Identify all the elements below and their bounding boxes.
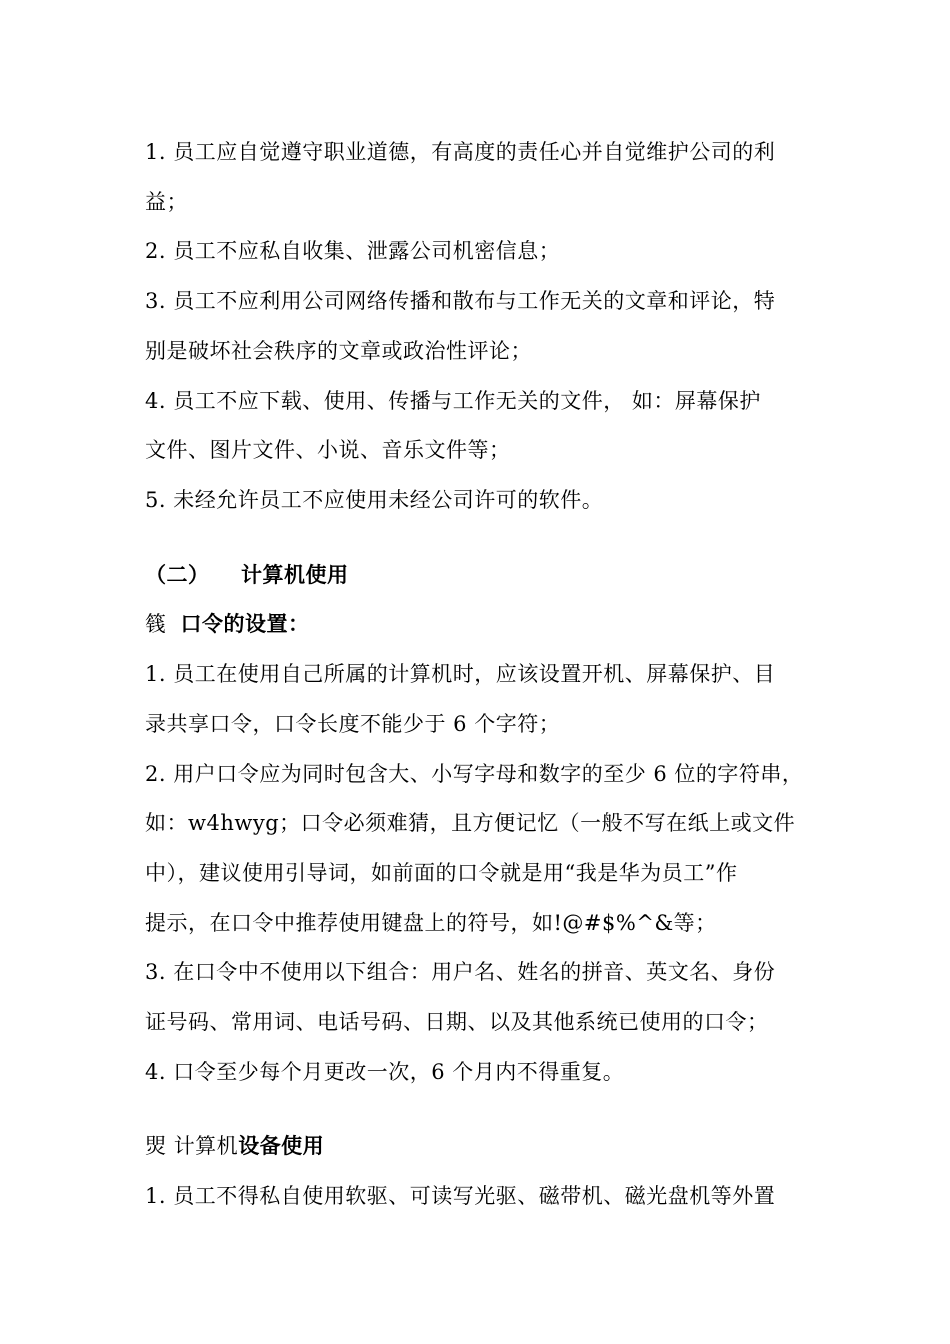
rule-1-line-1: 1. 员工应自觉遵守职业道德，有高度的责任心并自觉维护公司的利	[145, 140, 776, 164]
password-rule-2-line-4: 提示，在口令中推荐使用键盘上的符号，如!@#$%^&等；	[145, 911, 717, 935]
password-rule-2-line-2: 如：w4hwyg；口令必须难猜，且方便记忆（一般不写在纸上或文件	[145, 811, 796, 835]
subsection-heading-device	[145, 1131, 815, 1161]
password-rule-1-line-2: 录共享口令，口令长度不能少于 6 个字符；	[145, 712, 561, 736]
rule-1-line-2: 益；	[145, 190, 188, 214]
section-number: （二）	[145, 563, 210, 587]
password-rule-2-line-1: 2. 用户口令应为同时包含大、小写字母和数字的至少 6 位的字符串，	[145, 762, 804, 786]
subsection-marker: 篯	[145, 612, 167, 636]
password-rule-1-line-1: 1. 员工在使用自己所属的计算机时，应该设置开机、屏幕保护、目	[145, 662, 776, 686]
section-heading	[145, 560, 815, 590]
subsection-title-plain: 计算机	[173, 1134, 239, 1158]
subsection-title-bold: 设备使用	[238, 1134, 325, 1158]
password-rule-3-line-1: 3. 在口令中不使用以下组合：用户名、姓名的拼音、英文名、身份	[145, 960, 776, 984]
device-rule-1-line-1: 1. 员工不得私自使用软驱、可读写光驱、磁带机、磁光盘机等外置	[145, 1184, 776, 1208]
section-title: 计算机使用	[241, 563, 349, 587]
rule-3-line-2: 别是破坏社会秩序的文章或政治性评论；	[145, 339, 532, 363]
rule-4-line-2: 文件、图片文件、小说、音乐文件等；	[145, 438, 511, 462]
password-rule-3-line-2: 证号码、常用词、电话号码、日期、以及其他系统已使用的口令；	[145, 1010, 769, 1034]
rule-3-line-1: 3. 员工不应利用公司网络传播和散布与工作无关的文章和评论，特	[145, 289, 776, 313]
rule-4-line-1: 4. 员工不应下载、使用、传播与工作无关的文件， 如：屏幕保护	[145, 389, 761, 413]
subsection-marker: 焸	[145, 1134, 167, 1158]
password-rule-4-line-1: 4. 口令至少每个月更改一次，6 个月内不得重复。	[145, 1060, 625, 1084]
password-rule-2-line-3: 中），建议使用引导词，如前面的口令就是用“我是华为员工”作	[145, 861, 738, 885]
subsection-heading-password	[145, 609, 815, 639]
rule-5-line-1: 5. 未经允许员工不应使用未经公司许可的软件。	[145, 488, 604, 512]
rule-2-line-1: 2. 员工不应私自收集、泄露公司机密信息；	[145, 239, 561, 263]
subsection-title: 口令的设置：	[180, 612, 310, 636]
